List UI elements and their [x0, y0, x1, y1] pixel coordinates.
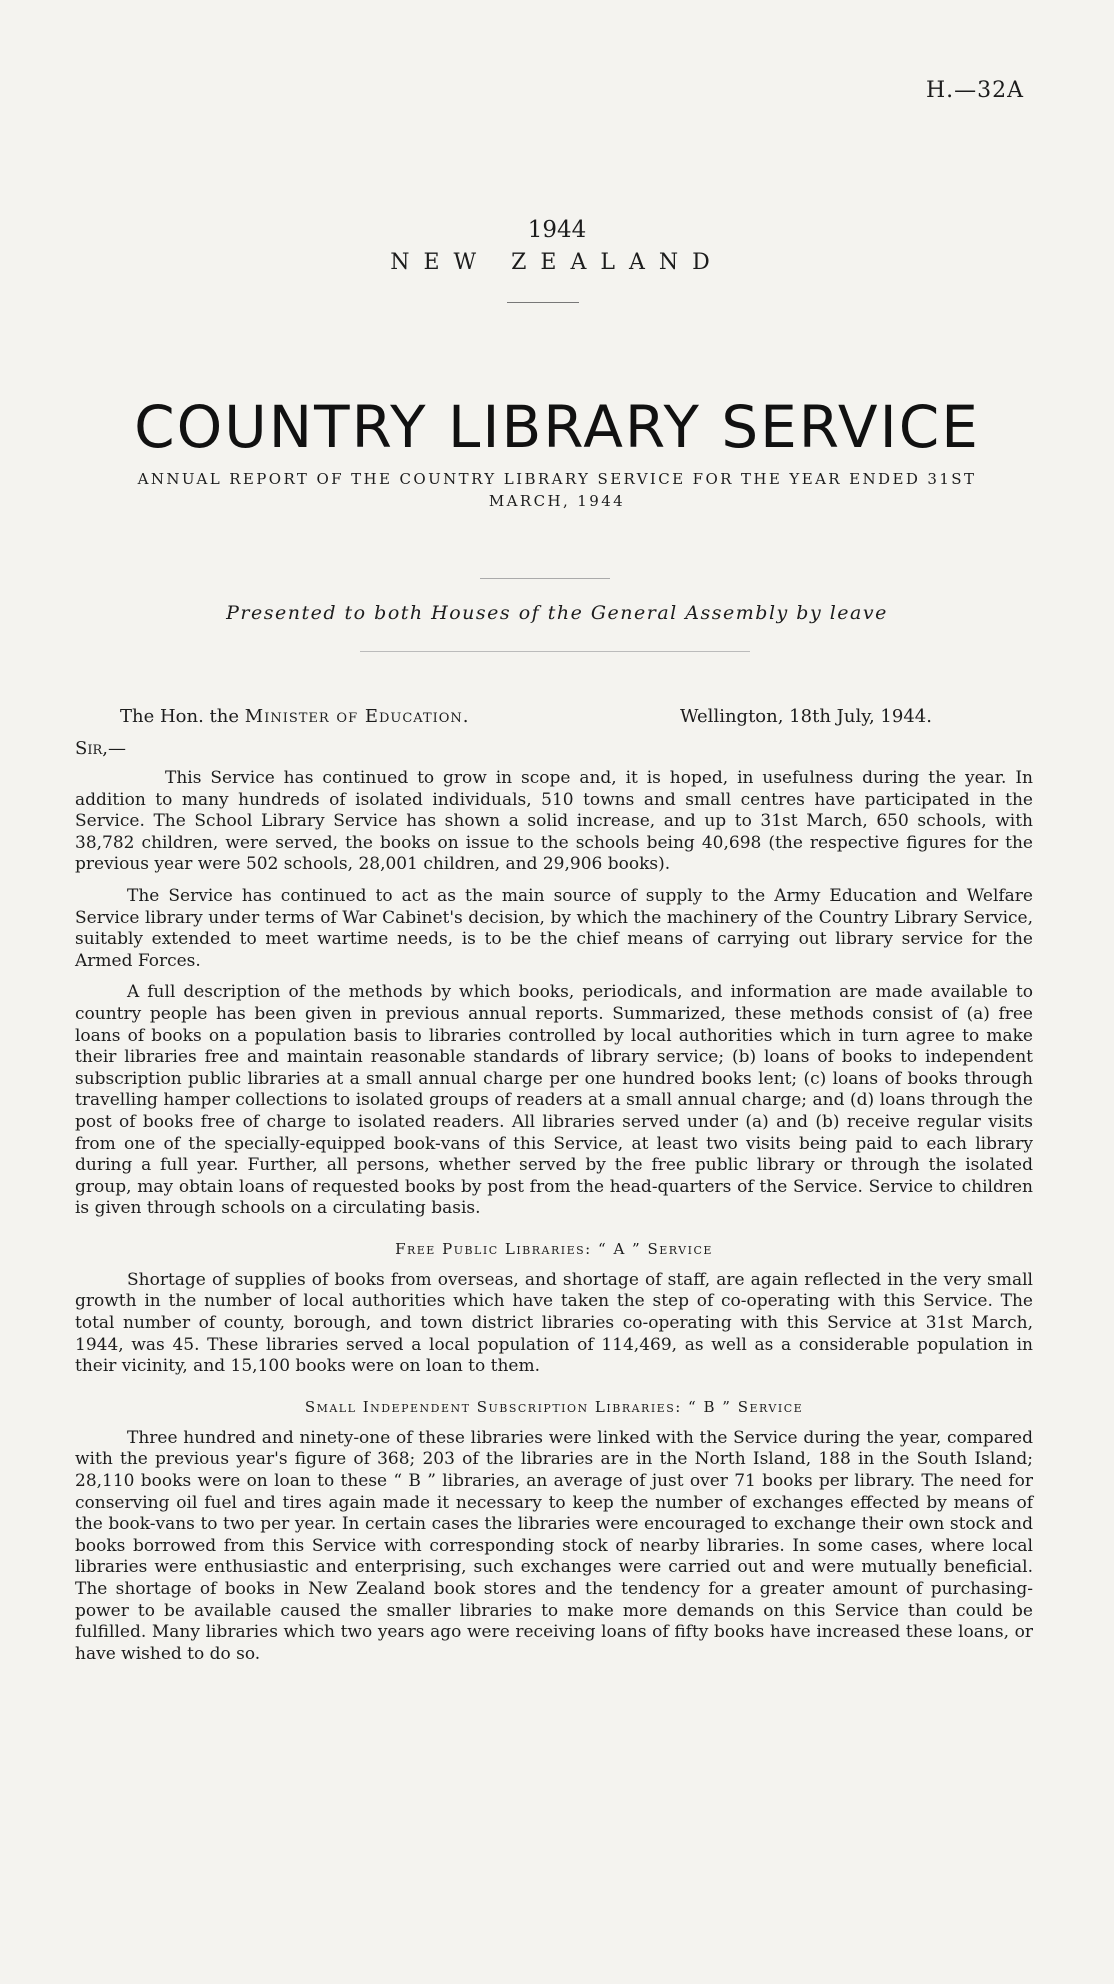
paragraph: The Service has continued to act as the main source of supply to the Army Education and Welfare Service library under terms of War Cabinet's decision, by which the machinery of the Country Library Service, suitably extended to meet wartime needs, is to be the chief means of carrying out library service for the Armed Forces. [75, 885, 1033, 971]
section-heading-a-service: Free Public Libraries: “ A ” Service [395, 1239, 713, 1258]
paragraph: Three hundred and ninety-one of these libraries were linked with the Service during the year, compared with the previous year's figure of 368; 203 of the libraries are in the North Island, 188 in the South Island; 28,110 books were on loan to these “ B ” libraries, an average of just over 71 books per library. The need for conserving oil fuel and tires again made it necessary to keep the number of exchanges effected by means of the book-vans to two per year. In certain cases the libraries were encouraged to exchange their own stock and books borrowed from this Service with corresponding stock of nearby libraries. In some cases, where local libraries were enthusiastic and enterprising, such exchanges were carried out and were mutually beneficial. The shortage of books in New Zealand book stores and the tendency for a greater amount of purchasing-power to be available caused the smaller libraries to make more demands on this Service than could be fulfilled. Many libraries which two years ago were receiving loans of fifty books have increased these loans, or have wished to do so. [75, 1427, 1033, 1664]
divider-rule [360, 651, 750, 652]
divider-rule [480, 578, 610, 579]
section-heading-b-service: Small Independent Subscription Libraries: “ B ” Service [304, 1397, 804, 1416]
paragraph: Shortage of supplies of books from overseas, and shortage of staff, are again reflected in the very small growth in the number of local authorities which have taken the step of co-operating with this Service. The total number of county, borough, and town district libraries co-operating with this Service at 31st March, 1944, was 45. These libraries served a local population of 114,469, as well as a considerable population in their vicinity, and 15,100 books were on loan to them. [75, 1269, 1033, 1377]
letter-addressee [120, 706, 470, 727]
letter-place-date: Wellington, 18th July, 1944. [680, 706, 932, 727]
presented-line: Presented to both Houses of the General Assembly by leave [226, 602, 888, 624]
paragraph: This Service has continued to grow in scope and, it is hoped, in usefulness during the year. In addition to many hundreds of isolated individuals, 510 towns and small centres have participated in the Service. The School Library Service has shown a solid increase, and up to 31st March, 650 schools, with 38,782 children, were served, the books on issue to the schools being 40,698 (the respective figures for the previous year were 502 schools, 28,001 children, and 29,906 books). [75, 768, 1033, 875]
report-body [75, 768, 1033, 1675]
report-subtitle: ANNUAL REPORT OF THE COUNTRY LIBRARY SERVICE FOR THE YEAR ENDED 31ST MARCH, 1944 [137, 470, 977, 510]
divider-rule [507, 302, 579, 303]
page-reference: H.—32A [925, 78, 1024, 103]
addressee-office: Minister of Education. [244, 706, 470, 727]
paragraph: A full description of the methods by which books, periodicals, and information are made available to country people has been given in previous annual reports. Summarized, these methods consist of (a) free loans of books on a population basis to libraries controlled by local authorities which in turn agree to make their libraries free and maintain reasonable standards of library service; (b) loans of books to independent subscription public libraries at a small annual charge per one hundred books lent; (c) loans of books through travelling hamper collections to isolated groups of readers at a small annual charge; and (d) loans through the post of books free of charge to isolated readers. All libraries served under (a) and (b) receive regular visits from one of the specially-equipped book-vans of this Service, at least two visits being paid to each library during a full year. Further, all persons, whether served by the free public library or through the isolated group, may obtain loans of requested books by post from the head-quarters of the Service. Service to children is given through schools on a circulating basis. [75, 982, 1033, 1219]
report-year: 1944 [527, 217, 587, 243]
country-name: NEW ZEALAND [390, 250, 724, 275]
letter-salutation: Sir,— [75, 738, 126, 759]
page-title: COUNTRY LIBRARY SERVICE [134, 393, 980, 461]
addressee-prefix: The Hon. the [120, 706, 240, 727]
